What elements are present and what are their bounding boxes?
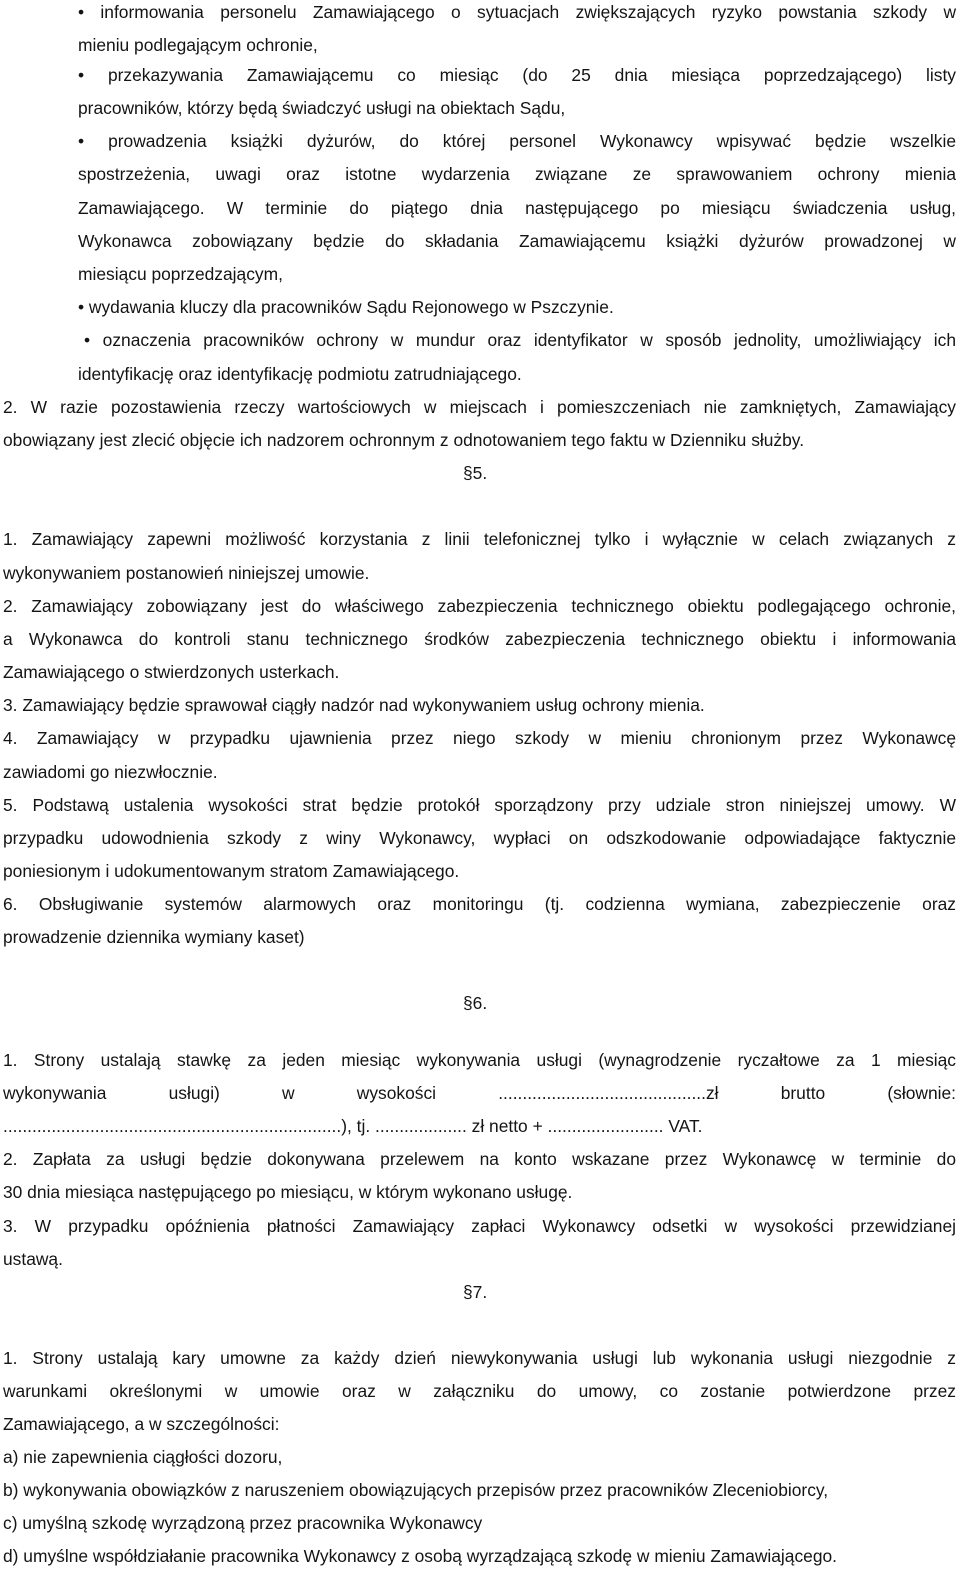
document-line: Zamawiającego, a w szczególności: [3, 1414, 280, 1434]
document-line: 30 dnia miesiąca następującego po miesiącu, w którym wykonano usługę. [3, 1182, 573, 1202]
document-line: poniesionym i udokumentowanym stratom Zamawiającego. [3, 861, 460, 881]
document-line: mieniu podlegającym ochronie, [78, 35, 318, 55]
document-line: 2. Zamawiający zobowiązany jest do właściwego zabezpieczenia technicznego obiektu podlegającego ochronie, [3, 596, 956, 616]
document-line: • wydawania kluczy dla pracowników Sądu Rejonowego w Pszczynie. [78, 297, 614, 317]
document-line: 1. Zamawiający zapewni możliwość korzystania z linii telefonicznej tylko i wyłącznie w celach związanych z [3, 529, 956, 549]
document-line: Zamawiającego. W terminie do piątego dnia następującego po miesiącu świadczenia usług, [78, 198, 956, 218]
document-line: ......................................................................), tj. ................... zł netto + ........................ VAT. [3, 1116, 703, 1136]
document-line: wykonywaniem postanowień niniejszej umowie. [3, 563, 370, 583]
document-line: 4. Zamawiający w przypadku ujawnienia przez niego szkody w mieniu chronionym przez Wykonawcę [3, 728, 956, 748]
document-line: 1. Strony ustalają stawkę za jeden miesiąc wykonywania usługi (wynagrodzenie ryczałtowe za 1 miesiąc [3, 1050, 956, 1070]
document-line: • prowadzenia książki dyżurów, do której personel Wykonawcy wpisywać będzie wszelkie [78, 131, 956, 151]
document-line: identyfikację oraz identyfikację podmiotu zatrudniającego. [78, 364, 522, 384]
document-line: Zamawiającego o stwierdzonych usterkach. [3, 662, 340, 682]
document-line: spostrzeżenia, uwagi oraz istotne wydarzenia związane ze sprawowaniem ochrony mienia [78, 164, 956, 184]
document-line: zawiadomi go niezwłocznie. [3, 762, 218, 782]
document-line: d) umyślne współdziałanie pracownika Wykonawcy z osobą wyrządzającą szkodę w mieniu Zamawiającego. [3, 1546, 838, 1566]
document-line: ustawą. [3, 1249, 63, 1269]
document-line: Wykonawca zobowiązany będzie do składania Zamawiającemu książki dyżurów prowadzonej w [78, 231, 956, 251]
document-line: 2. W razie pozostawienia rzeczy wartościowych w miejscach i pomieszczeniach nie zamkniętych, Zamawiający [3, 397, 956, 417]
document-line: §5. [463, 463, 488, 483]
document-line: 1. Strony ustalają kary umowne za każdy dzień niewykonywania usługi lub wykonania usługi niezgodnie z [3, 1348, 956, 1368]
document-line: miesiącu poprzedzającym, [78, 264, 283, 284]
document-line: §6. [463, 993, 488, 1013]
document-line: pracowników, którzy będą świadczyć usługi na obiektach Sądu, [78, 98, 566, 118]
document-line: • przekazywania Zamawiającemu co miesiąc (do 25 dnia miesiąca poprzedzającego) listy [78, 65, 956, 85]
document-line: 5. Podstawą ustalenia wysokości strat będzie protokół sporządzony przy udziale stron niniejszej umowy. W [3, 795, 956, 815]
document-line: 6. Obsługiwanie systemów alarmowych oraz monitoringu (tj. codzienna wymiana, zabezpieczenie oraz [3, 894, 956, 914]
document-line: wykonywania usługi) w wysokości ...........................................zł brutto (słownie: [3, 1083, 956, 1103]
document-line: 2. Zapłata za usługi będzie dokonywana przelewem na konto wskazane przez Wykonawcę w terminie do [3, 1149, 956, 1169]
document-line: a) nie zapewnienia ciągłości dozoru, [3, 1447, 283, 1467]
document-line: • oznaczenia pracowników ochrony w mundur oraz identyfikator w sposób jednolity, umożliwiający ich [84, 330, 956, 350]
document-line: obowiązany jest zlecić objęcie ich nadzorem ochronnym z odnotowaniem tego faktu w Dzienniku służby. [3, 430, 805, 450]
document-line: warunkami określonymi w umowie oraz w załączniku do umowy, co zostanie potwierdzone przez [3, 1381, 956, 1401]
document-line: 3. W przypadku opóźnienia płatności Zamawiający zapłaci Wykonawcy odsetki w wysokości przewidzianej [3, 1216, 956, 1236]
document-line: a Wykonawca do kontroli stanu technicznego środków zabezpieczenia technicznego obiektu i informowania [3, 629, 956, 649]
document-line: §7. [463, 1282, 488, 1302]
document-line: b) wykonywania obowiązków z naruszeniem obowiązujących przepisów przez pracowników Zleceniobiorcy, [3, 1480, 829, 1500]
document-line: przypadku udowodnienia szkody z winy Wykonawcy, wypłaci on odszkodowanie odpowiadające faktycznie [3, 828, 956, 848]
document-line: prowadzenie dziennika wymiany kaset) [3, 927, 305, 947]
document-line: • informowania personelu Zamawiającego o sytuacjach zwiększających ryzyko powstania szkody w [78, 2, 956, 22]
document-line: c) umyślną szkodę wyrządzoną przez pracownika Wykonawcy [3, 1513, 483, 1533]
document-line: 3. Zamawiający będzie sprawował ciągły nadzór nad wykonywaniem usług ochrony mienia. [3, 695, 705, 715]
